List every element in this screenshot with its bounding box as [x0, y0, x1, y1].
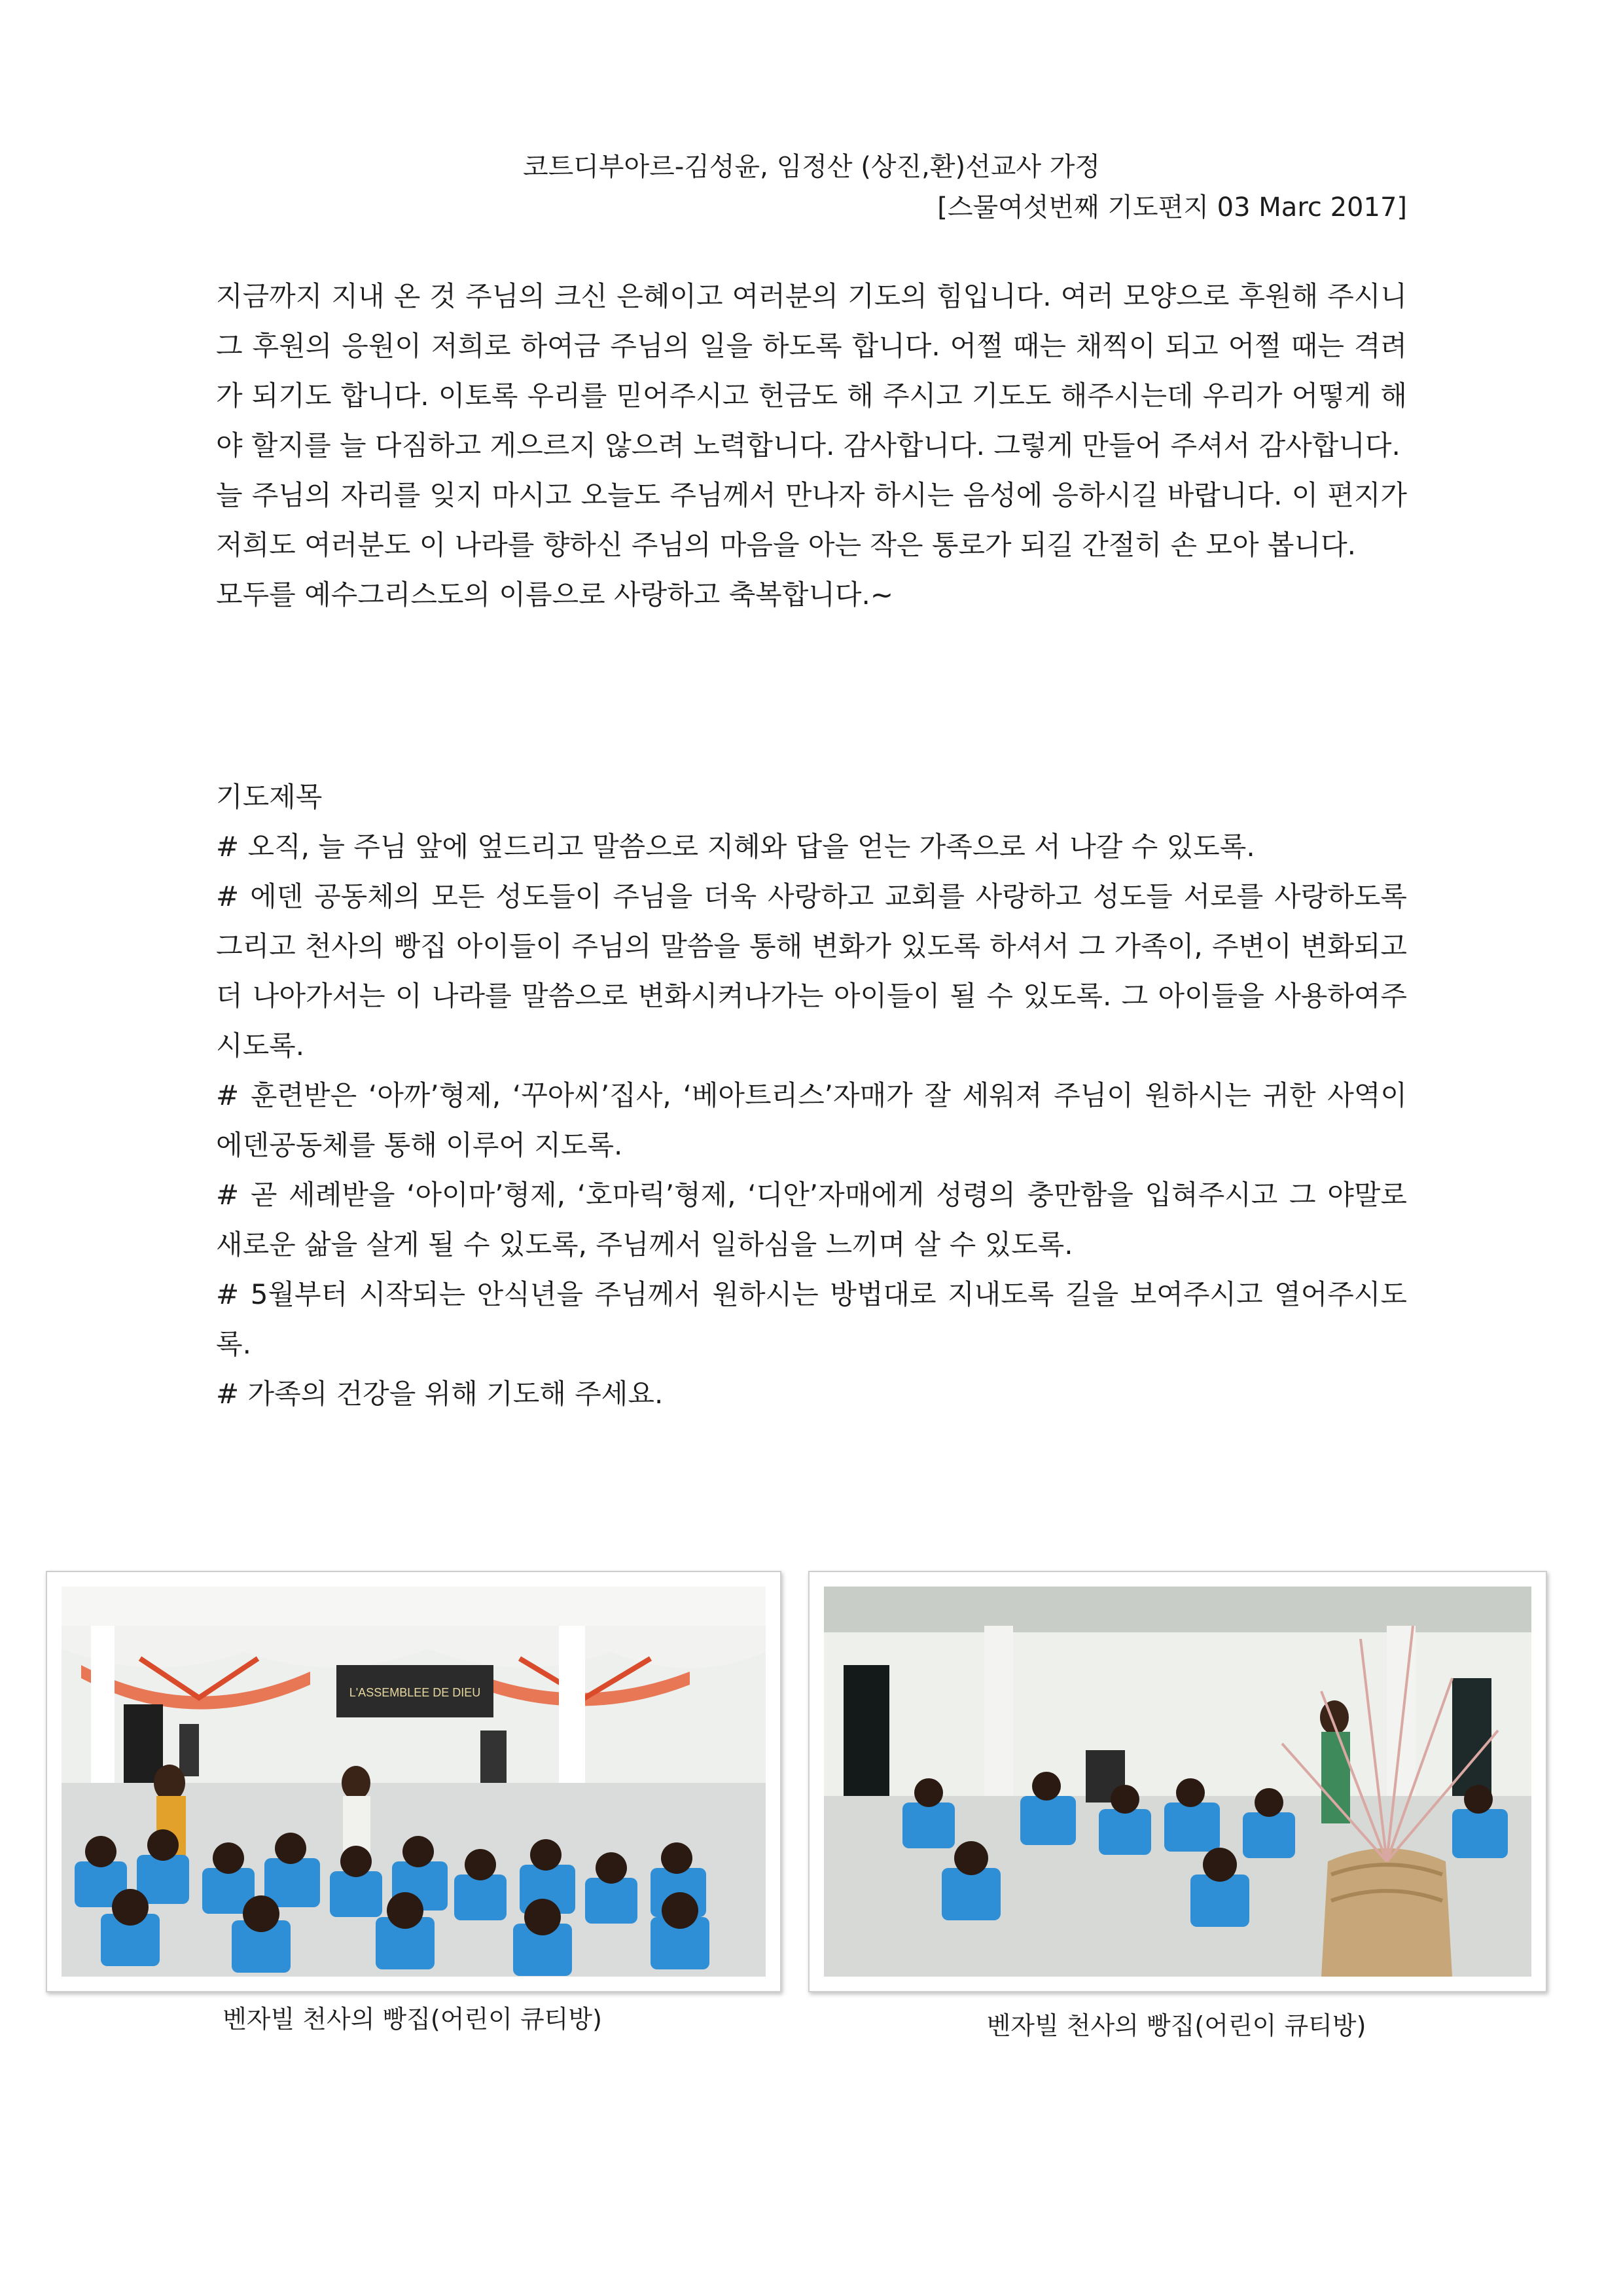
- prayer-item: # 5월부터 시작되는 안식년을 주님께서 원하시는 방법대로 지내도록 길을 보여주시고 열어주시도록.: [216, 1278, 1407, 1360]
- prayer-item: # 가족의 건강을 위해 기도해 주세요.: [216, 1378, 664, 1410]
- letter-body: [216, 272, 1407, 620]
- photo-children-bible-class-2: [824, 1587, 1531, 1977]
- prayer-section: [216, 772, 1407, 1419]
- letter-title: 코트디부아르-김성윤, 임정산 (상진,환)선교사 가정: [522, 152, 1101, 182]
- banner-text: L'ASSEMBLEE DE DIEU: [349, 1686, 481, 1699]
- prayer-item: # 훈련받은 ‘아까’형제, ‘꾸아씨’집사, ‘베아트리스’자매가 잘 세워져 주님이 원하시는 귀한 사역이 에덴공동체를 통해 이루어 지도록.: [216, 1079, 1407, 1161]
- photo-frame-2: [808, 1571, 1547, 1992]
- prayer-title: 기도제목: [216, 781, 323, 813]
- prayer-item: # 곧 세례받을 ‘아이마’형제, ‘호마릭’형제, ‘디안’자매에게 성령의 충만함을 입혀주시고 그 야말로 새로운 삶을 살게 될 수 있도록, 주님께서 일하심을 느끼며 살 수 있도록.: [216, 1179, 1407, 1261]
- photo-caption-1: 벤자빌 천사의 빵집(어린이 큐티방): [223, 2005, 602, 2034]
- prayer-item: # 에덴 공동체의 모든 성도들이 주님을 더욱 사랑하고 교회를 사랑하고 성도들 서로를 사랑하도록 그리고 천사의 빵집 아이들이 주님의 말씀을 통해 변화가 있도록 하셔서 그 가족이, 주변이 변화되고 더 나아가서는 이 나라를 말씀으로 변화시켜나가는 아이들이 될 수 있도록. 그 아이들을 사용하여주시도록.: [216, 880, 1407, 1062]
- letter-paragraph: 모두를 예수그리스도의 이름으로 사랑하고 축복합니다.~: [216, 579, 894, 611]
- letter-paragraph: 늘 주님의 자리를 잊지 마시고 오늘도 주님께서 만나자 하시는 음성에 응하시길 바랍니다. 이 편지가 저희도 여러분도 이 나라를 향하신 주님의 마음을 아는 작은 통로가 되길 간절히 손 모아 봅니다.: [216, 479, 1407, 561]
- letter-subtitle: [스물여섯번째 기도편지 03 Marc 2017]: [937, 192, 1407, 223]
- photo-caption-2: 벤자빌 천사의 빵집(어린이 큐티방): [986, 2011, 1366, 2040]
- photo-frame-1: [46, 1571, 781, 1992]
- prayer-item: # 오직, 늘 주님 앞에 엎드리고 말씀으로 지혜와 답을 얻는 가족으로 서 나갈 수 있도록.: [216, 831, 1255, 863]
- letter-header: [216, 147, 1407, 228]
- letter-paragraph: 지금까지 지내 온 것 주님의 크신 은혜이고 여러분의 기도의 힘입니다. 여러 모양으로 후원해 주시니 그 후원의 응원이 저희로 하여금 주님의 일을 하도록 합니다. 어쩔 때는 채찍이 되고 어쩔 때는 격려가 되기도 합니다. 이토록 우리를 믿어주시고 헌금도 해 주시고 기도도 해주시는데 우리가 어떻게 해야 할지를 늘 다짐하고 게으르지 않으려 노력합니다. 감사합니다. 그렇게 만들어 주셔서 감사합니다.: [216, 280, 1407, 461]
- photo-children-bible-class-1: [62, 1587, 766, 1977]
